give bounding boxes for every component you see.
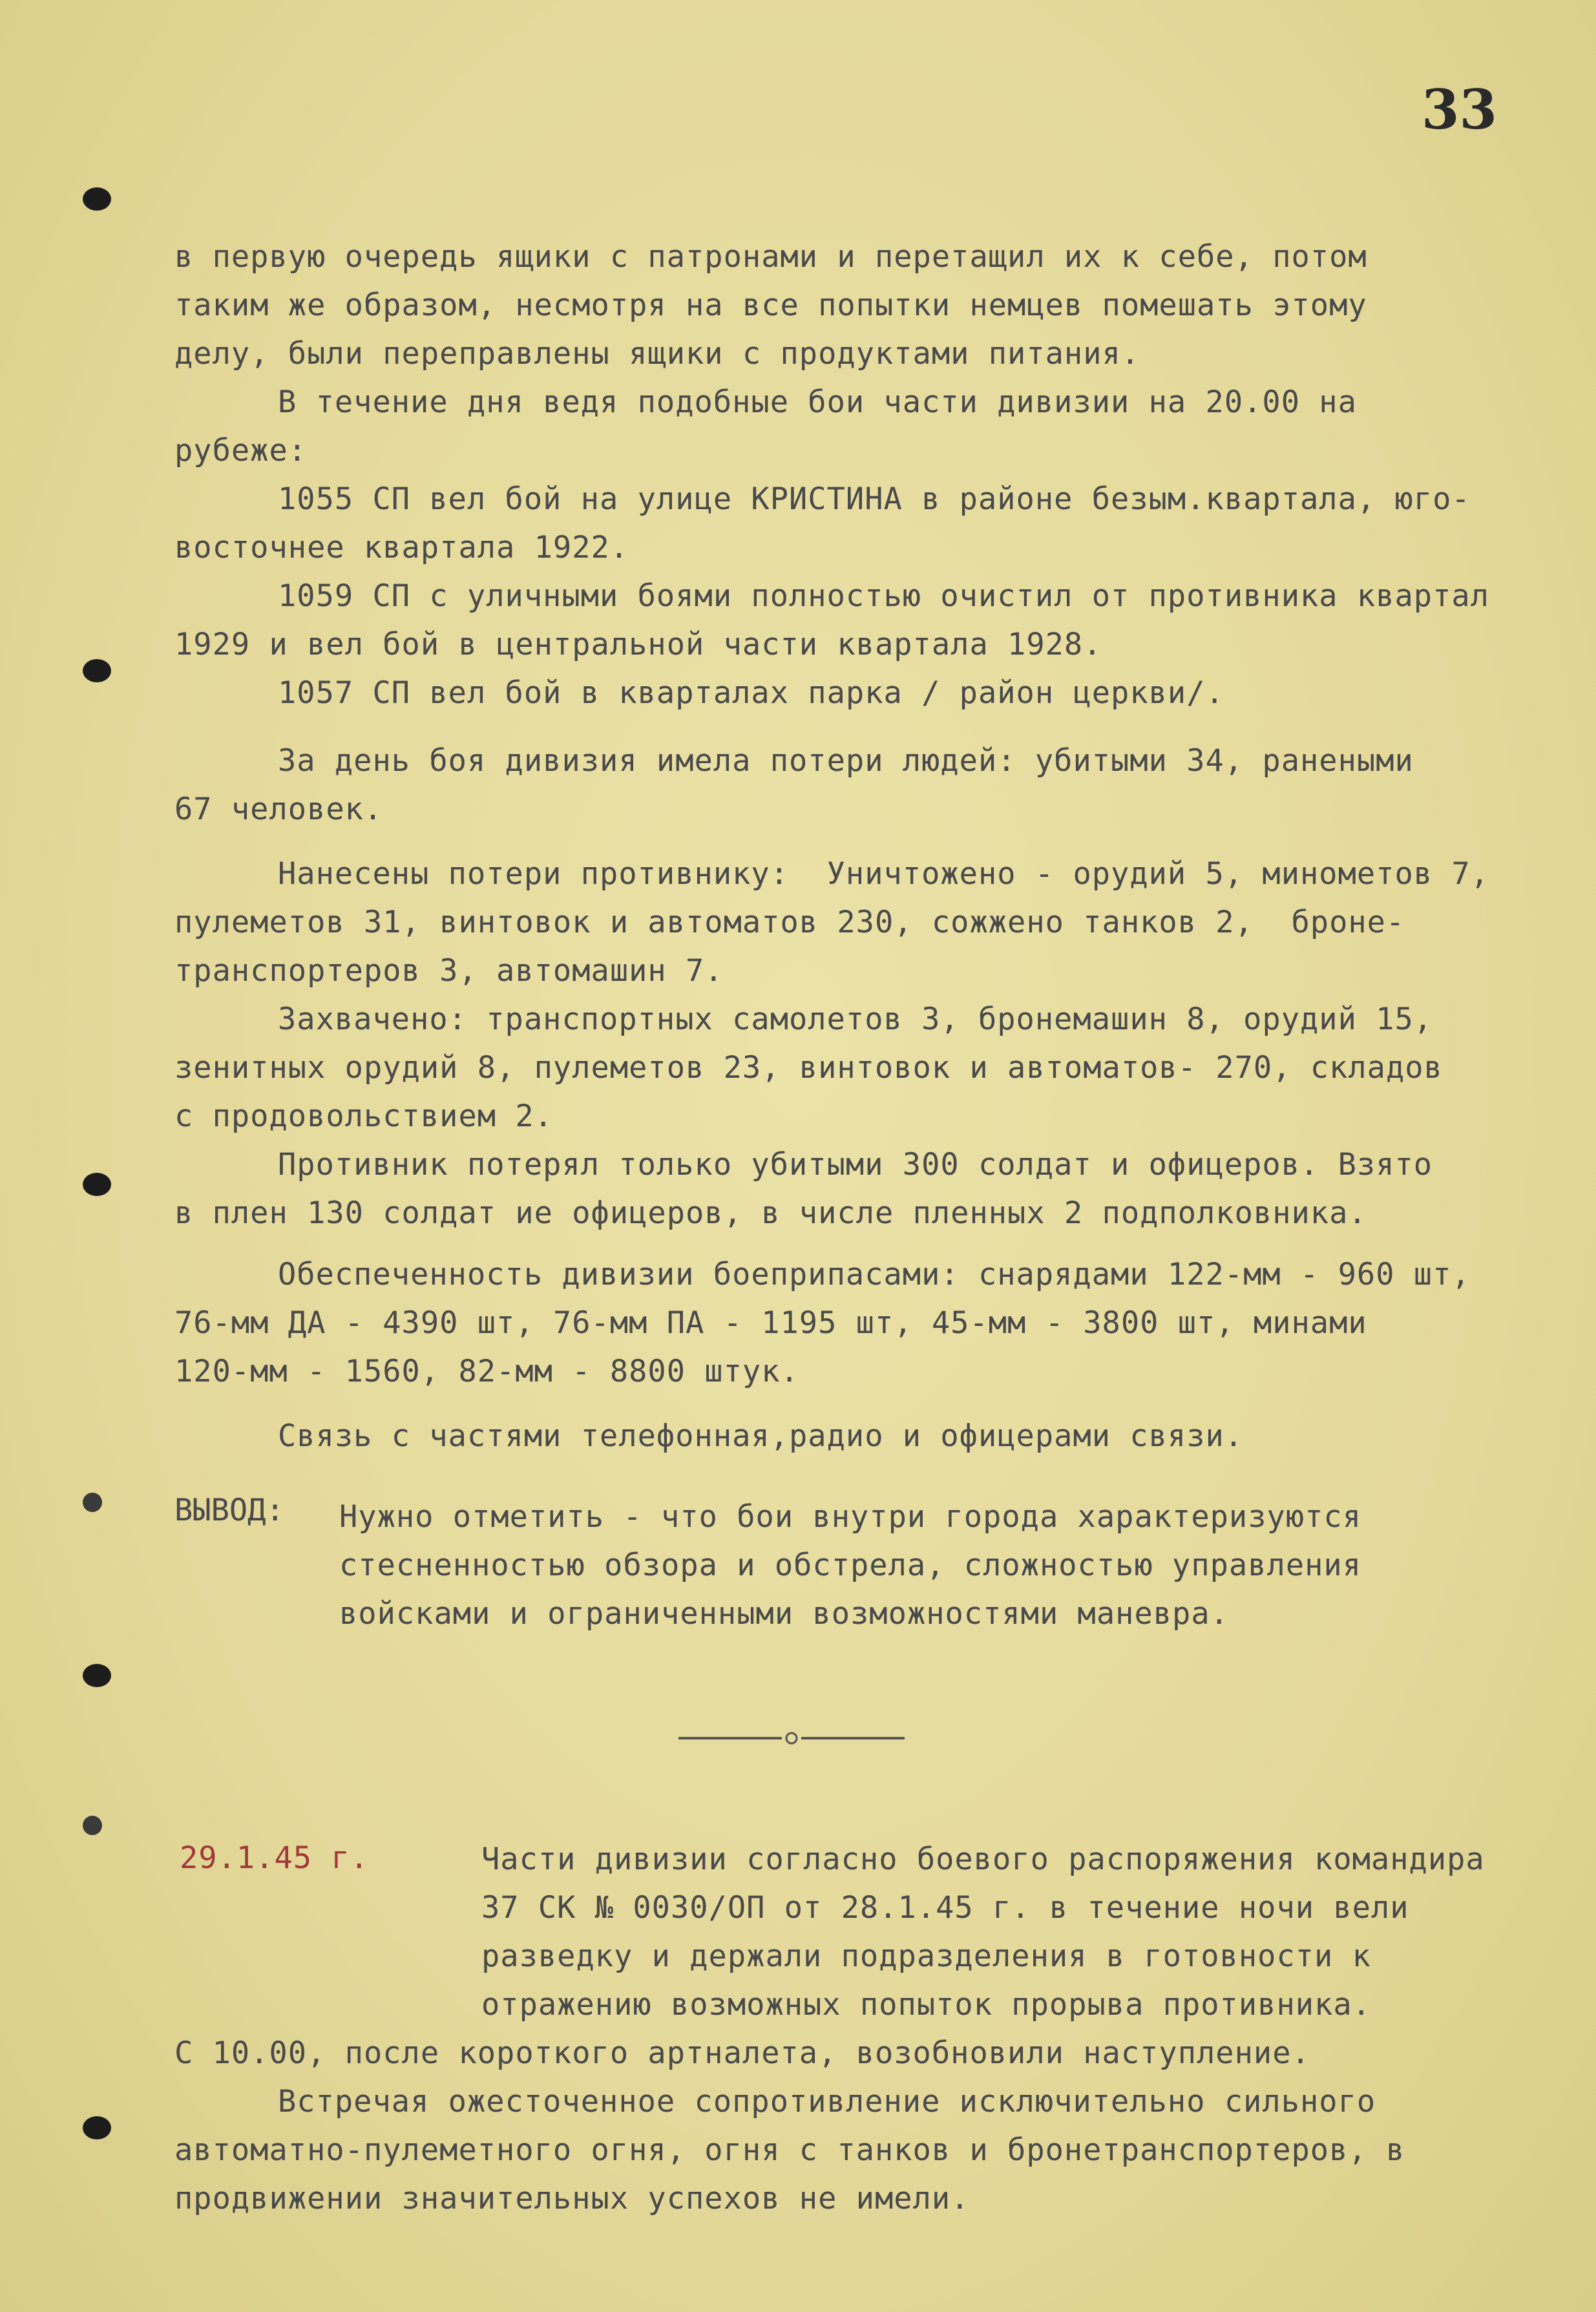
text-line: С 10.00, после короткого артналета, возобновили наступление. (174, 2035, 1310, 2071)
text-line: с продовольствием 2. (174, 1098, 553, 1134)
text-line: автоматно-пулеметного огня, огня с танков и бронетранспортеров, в (174, 2132, 1405, 2168)
text-line: 1055 СП вел бой на улице КРИСТИНА в районе безым.квартала, юго- (278, 481, 1471, 517)
text-line: зенитных орудий 8, пулеметов 23, винтовок и автоматов- 270, складов (174, 1050, 1443, 1086)
text-line: Связь с частями телефонная,радио и офицерами связи. (278, 1418, 1244, 1454)
text-line: делу, были переправлены ящики с продуктами питания. (174, 336, 1140, 372)
text-line: рубеже: (174, 433, 308, 468)
text-line: 37 СК № 0030/ОП от 28.1.45 г. в течение ночи вели (481, 1890, 1409, 1926)
text-line: в плен 130 солдат ие офицеров, в числе пленных 2 подполковника. (174, 1195, 1367, 1231)
text-line: Встречая ожесточенное сопротивление исключительно сильного (278, 2084, 1376, 2119)
text-line: В течение дня ведя подобные бои части дивизии на 20.00 на (278, 384, 1357, 420)
entry-text (481, 1835, 1567, 2029)
text-line: 1057 СП вел бой в кварталах парка / район церкви/. (278, 675, 1224, 711)
entry-date: 29.1.45 г. (180, 1840, 369, 1876)
paragraph-block-5 (174, 1412, 1564, 1460)
text-line: Нанесены потери противнику: Уничтожено - орудий 5, минометов 7, (278, 856, 1489, 892)
binding-hole (83, 1664, 111, 1687)
binding-hole (83, 1816, 102, 1835)
page-number: 33 (1422, 78, 1497, 142)
text-line: 67 человек. (174, 792, 383, 827)
text-line: в первую очередь ящики с патронами и перетащил их к себе, потом (174, 239, 1367, 275)
section-divider (678, 1732, 905, 1745)
text-line: 120-мм - 1560, 82-мм - 8800 штук. (174, 1354, 799, 1389)
binding-hole (83, 2116, 111, 2139)
paragraph-block-6 (174, 2029, 1564, 2223)
paragraph-block-4 (174, 1250, 1564, 1396)
text-line: За день боя дивизия имела потери людей: убитыми 34, ранеными (278, 743, 1414, 779)
text-line: продвижении значительных успехов не имели. (174, 2181, 970, 2216)
paragraph-block-1 (174, 233, 1564, 717)
text-line: Обеспеченность дивизии боеприпасами: снарядами 122-мм - 960 шт, (278, 1257, 1471, 1292)
text-line: 1929 и вел бой в центральной части квартала 1928. (174, 627, 1102, 662)
conclusion-label: ВЫВОД: (174, 1493, 284, 1528)
paragraph-block-2 (174, 737, 1564, 834)
binding-hole (83, 1493, 102, 1512)
paragraph-block-3 (174, 850, 1564, 1237)
binding-hole (83, 187, 111, 211)
conclusion-text (339, 1493, 1567, 1638)
text-line: транспортеров 3, автомашин 7. (174, 953, 724, 989)
text-line: отражению возможных попыток прорыва противника. (481, 1987, 1371, 2023)
text-line: таким же образом, несмотря на все попытки немцев помешать этому (174, 288, 1367, 323)
text-line: войсками и ограниченными возможностями маневра. (339, 1596, 1229, 1632)
text-line: Нужно отметить - что бои внутри города характеризуются (339, 1499, 1362, 1535)
text-line: 1059 СП с уличными боями полностью очистил от противника квартал (278, 578, 1489, 614)
text-line: разведку и держали подразделения в готовности к (481, 1939, 1371, 1974)
binding-hole (83, 659, 111, 682)
binding-hole (83, 1173, 111, 1196)
text-line: восточнее квартала 1922. (174, 530, 629, 565)
text-line: стесненностью обзора и обстрела, сложностью управления (339, 1548, 1362, 1583)
text-line: пулеметов 31, винтовок и автоматов 230, сожжено танков 2, броне- (174, 905, 1405, 940)
text-line: 76-мм ДА - 4390 шт, 76-мм ПА - 1195 шт, 45-мм - 3800 шт, минами (174, 1305, 1367, 1341)
text-line: Захвачено: транспортных самолетов 3, бронемашин 8, орудий 15, (278, 1002, 1433, 1037)
text-line: Части дивизии согласно боевого распоряжения командира (481, 1842, 1485, 1877)
text-line: Противник потерял только убитыми 300 солдат и офицеров. Взято (278, 1147, 1433, 1182)
